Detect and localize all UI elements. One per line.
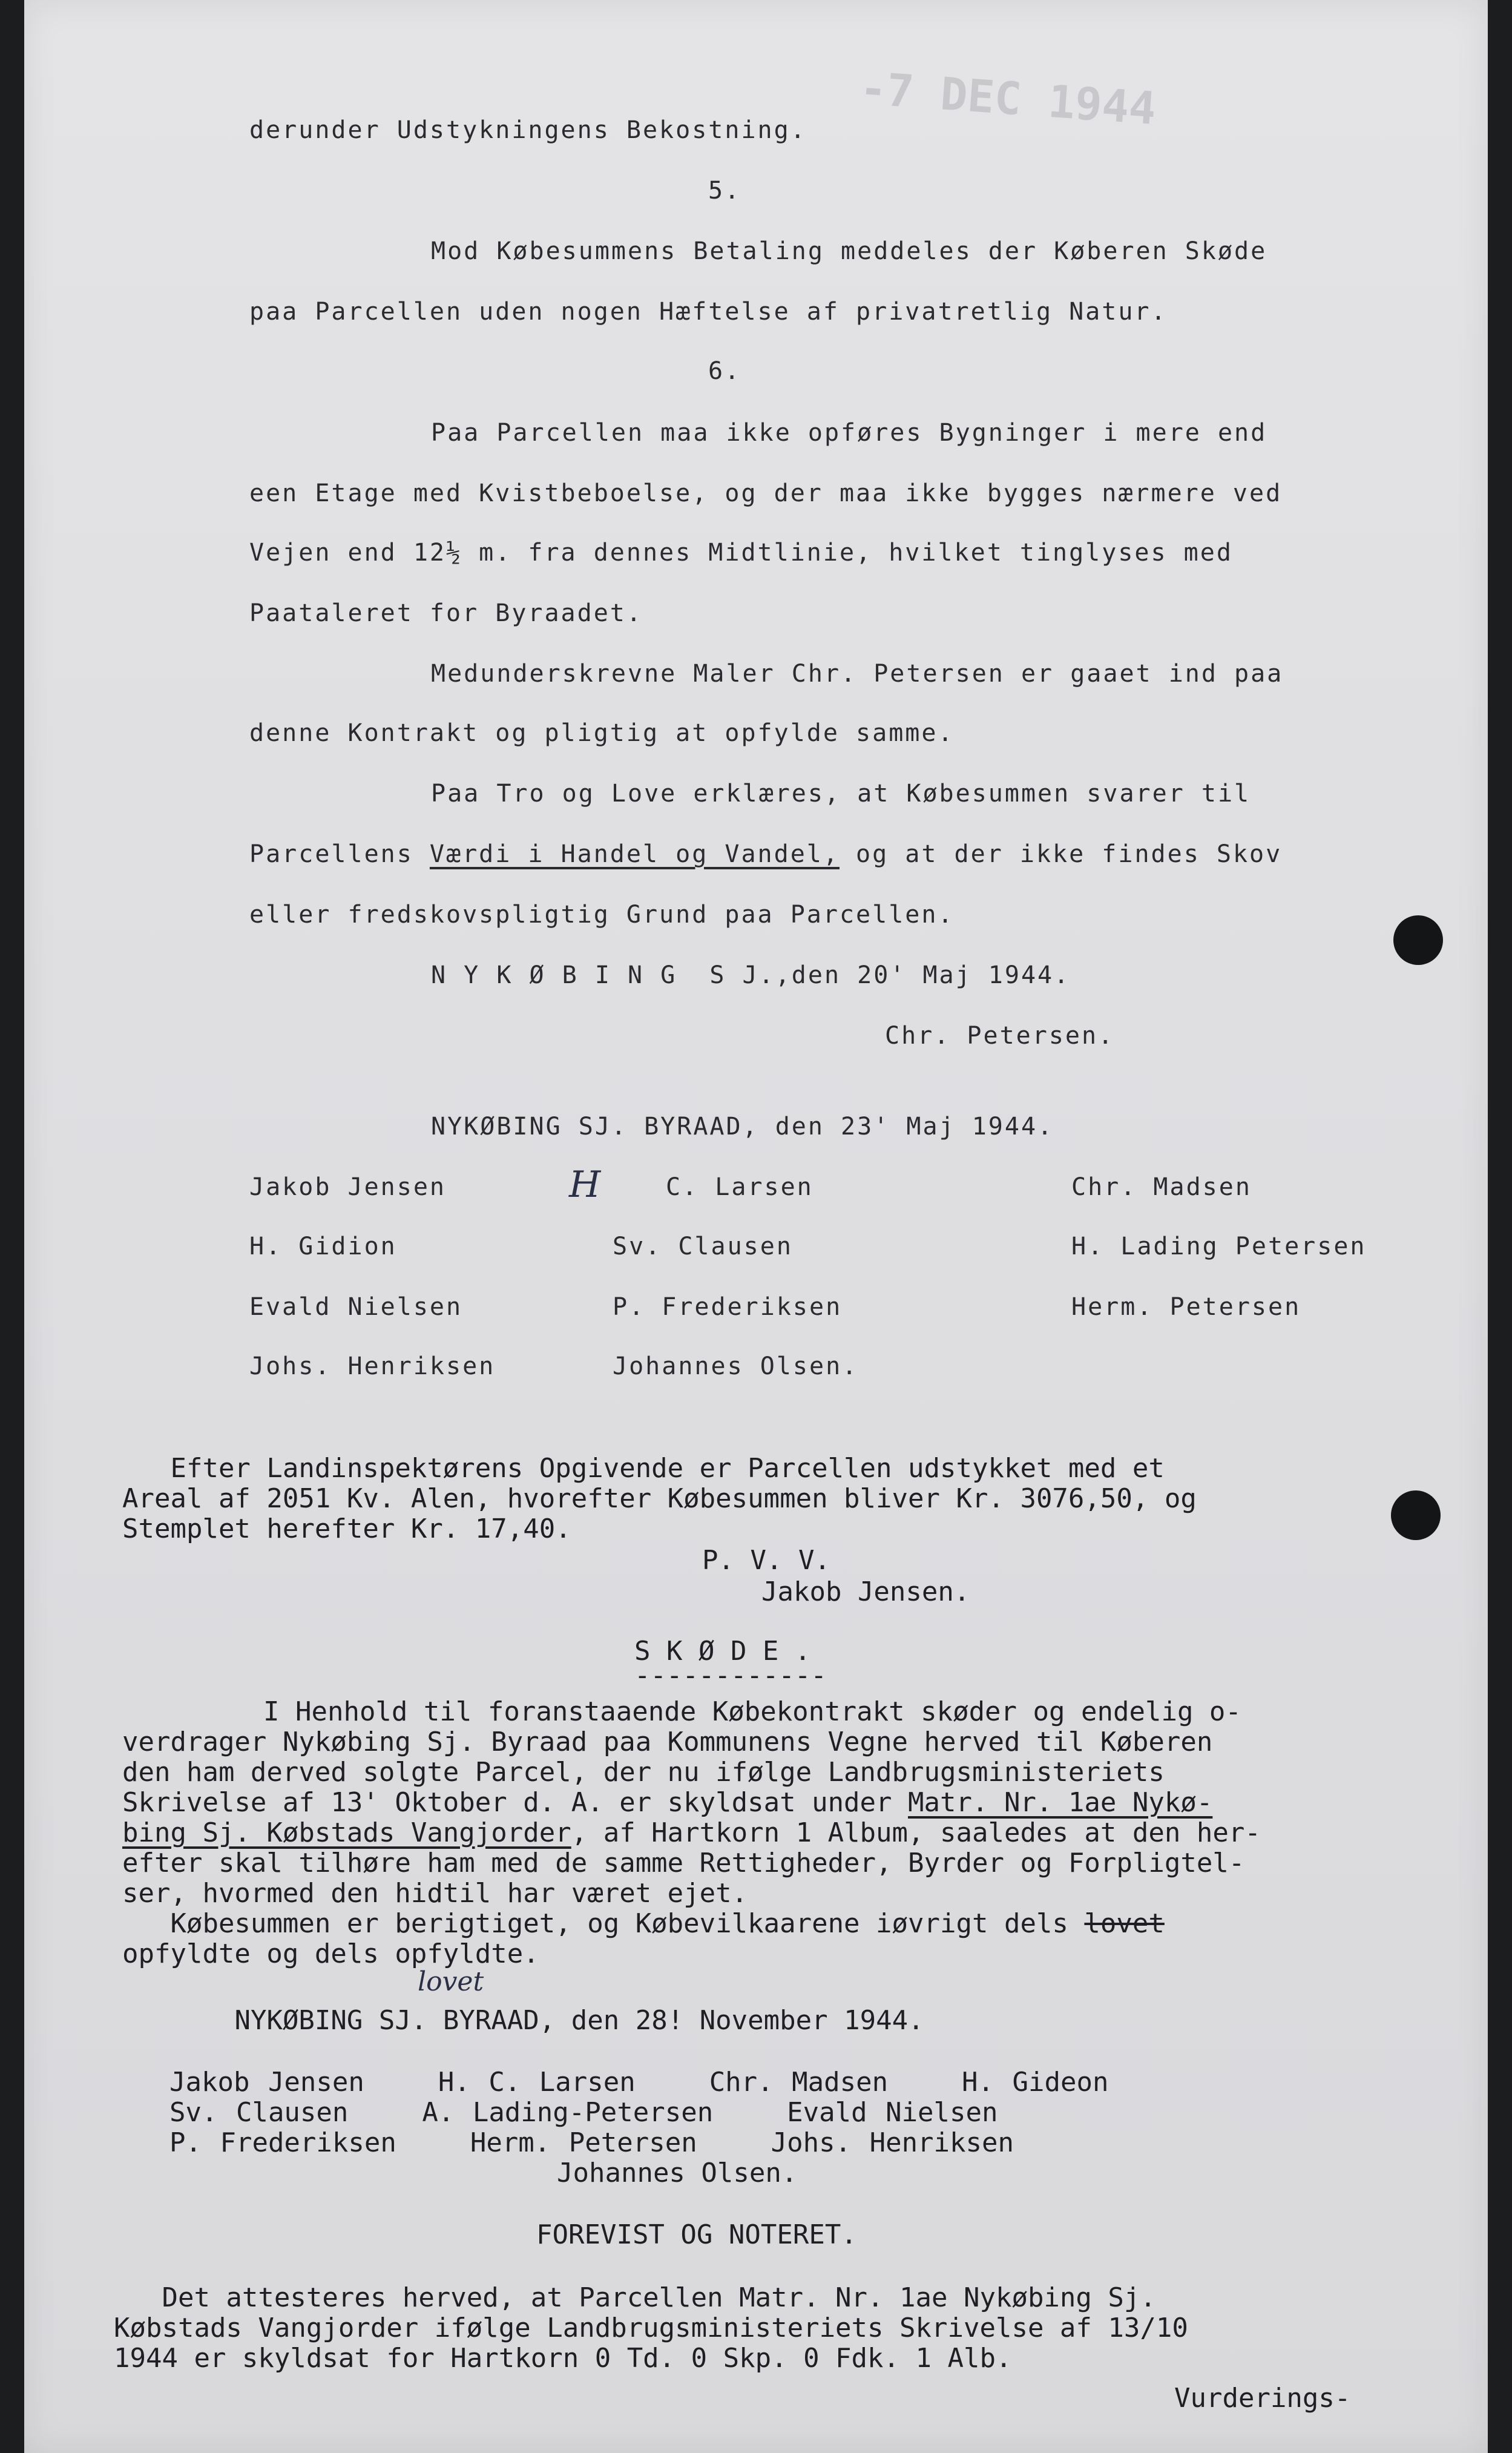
- text-line: paa Parcellen uden nogen Hæftelse af privatretlig Natur.: [249, 298, 1168, 326]
- text-line: I Henhold til foranstaaende Købekontrakt skøder og endelig o-: [263, 1696, 1241, 1727]
- handwritten-mark: H: [569, 1164, 601, 1206]
- text-line: Areal af 2051 Kv. Alen, hvorefter Købesummen bliver Kr. 3076,50, og: [122, 1483, 1197, 1514]
- text-line: Stemplet herefter Kr. 17,40.: [122, 1513, 571, 1544]
- punch-hole-bottom: [1391, 1490, 1441, 1540]
- council-member: Herm. Petersen: [1071, 1293, 1301, 1321]
- underlined-phrase: bing Sj. Købstads Vangjorder: [122, 1817, 571, 1848]
- text-segment: Skrivelse af 13' Oktober d. A. er skyldsat under: [122, 1787, 909, 1818]
- text-line: Paataleret for Byraadet.: [249, 599, 643, 627]
- noted-heading: FOREVIST OG NOTERET.: [536, 2219, 857, 2250]
- pvv-line: P. V. V.: [702, 1545, 830, 1576]
- council-member: H. Lading Petersen: [1071, 1233, 1367, 1260]
- text-line: Vejen end 12½ m. fra dennes Midtlinie, hvilket tinglyses med: [249, 539, 1233, 567]
- text-line: Efter Landinspektørens Opgivende er Parcellen udstykket med et: [122, 1453, 1165, 1484]
- text-line: [249, 840, 1282, 868]
- council-member: Chr. Madsen: [1071, 1173, 1252, 1201]
- text-line: [122, 1908, 1165, 1939]
- section-number: 5.: [708, 177, 741, 205]
- text-line: derunder Udstykningens Bekostning.: [249, 116, 807, 144]
- text-line: [122, 1817, 1261, 1848]
- struck-word: lovet: [1084, 1908, 1165, 1939]
- text-segment: Købesummen er berigtiget, og Købevilkaarene iøvrigt dels: [122, 1908, 1085, 1939]
- signature-buyer: Chr. Petersen.: [885, 1022, 1115, 1050]
- text-line: Mod Købesummens Betaling meddeles der Køberen Skøde: [431, 237, 1267, 265]
- council-member: Jakob Jensen: [249, 1173, 446, 1201]
- text-segment: og at der ikke findes Skov: [839, 840, 1283, 868]
- underlined-phrase: Værdi i Handel og Vandel,: [429, 840, 840, 868]
- text-line: Paa Parcellen maa ikke opføres Bygninger i mere end: [431, 419, 1267, 447]
- handwritten-insertion: lovet: [418, 1966, 484, 1997]
- underlined-phrase: Matr. Nr. 1ae Nykø-: [908, 1787, 1213, 1818]
- council-member: P. Frederiksen: [613, 1293, 843, 1321]
- signatures-row: P. Frederiksen Herm. Petersen Johs. Henriksen: [169, 2127, 1014, 2158]
- text-line: denne Kontrakt og pligtig at opfylde samme.: [249, 719, 955, 747]
- text-line: 1944 er skyldsat for Hartkorn 0 Td. 0 Skp. 0 Fdk. 1 Alb.: [114, 2343, 1012, 2374]
- text-line: den ham derved solgte Parcel, der nu ifølge Landbrugsministeriets: [122, 1757, 1165, 1788]
- council-member: Evald Nielsen: [249, 1293, 463, 1321]
- council-member: Johannes Olsen.: [613, 1352, 859, 1380]
- punch-hole-top: [1393, 915, 1443, 965]
- date-place-line: N Y K Ø B I N G S J.,den 20' Maj 1944.: [431, 961, 1071, 989]
- signatures-row: Sv. Clausen A. Lading-Petersen Evald Nielsen: [169, 2097, 998, 2128]
- council-member: Sv. Clausen: [613, 1233, 793, 1260]
- text-line: Paa Tro og Love erklæres, at Købesummen svarer til: [431, 780, 1251, 808]
- signature-line: Jakob Jensen.: [761, 1576, 970, 1607]
- text-line: [122, 1787, 1212, 1818]
- continuation-word: Vurderings-: [1174, 2383, 1351, 2414]
- council-member: Johs. Henriksen: [249, 1352, 496, 1380]
- text-line: eller fredskovspligtig Grund paa Parcellen.: [249, 901, 955, 929]
- deed-heading: S K Ø D E .: [634, 1636, 811, 1667]
- text-line: Medunderskrevne Maler Chr. Petersen er gaaet ind paa: [431, 660, 1284, 688]
- council-date-line: NYKØBING SJ. BYRAAD, den 28! November 1944.: [186, 2005, 924, 2036]
- text-line: opfyldte og dels opfyldte.: [122, 1938, 539, 1969]
- council-member: H. Gidion: [249, 1233, 397, 1260]
- text-segment: Parcellens: [249, 840, 430, 868]
- document-page: [24, 0, 1488, 2453]
- text-line: een Etage med Kvistbeboelse, og der maa ikke bygges nærmere ved: [249, 479, 1283, 507]
- council-member: C. Larsen: [666, 1173, 814, 1201]
- council-date-line: NYKØBING SJ. BYRAAD, den 23' Maj 1944.: [431, 1113, 1054, 1141]
- section-number: 6.: [708, 357, 741, 385]
- date-stamp: -7 DEC 1944: [858, 62, 1158, 135]
- text-line: Det attesteres herved, at Parcellen Matr. Nr. 1ae Nykøbing Sj.: [114, 2282, 1156, 2313]
- text-line: Købstads Vangjorder ifølge Landbrugsministeriets Skrivelse af 13/10: [114, 2313, 1188, 2343]
- text-line: ser, hvormed den hidtil har været ejet.: [122, 1878, 748, 1909]
- text-segment: , af Hartkorn 1 Album, saaledes at den her-: [571, 1817, 1261, 1848]
- text-line: verdrager Nykøbing Sj. Byraad paa Kommunens Vegne herved til Køberen: [122, 1727, 1213, 1757]
- signatures-row: Jakob Jensen H. C. Larsen Chr. Madsen H. Gideon: [169, 2067, 1109, 2098]
- text-line: efter skal tilhøre ham med de samme Rettigheder, Byrder og Forpligtel-: [122, 1848, 1245, 1878]
- signatures-row: Johannes Olsen.: [557, 2158, 798, 2188]
- heading-underline: ------------: [634, 1660, 827, 1691]
